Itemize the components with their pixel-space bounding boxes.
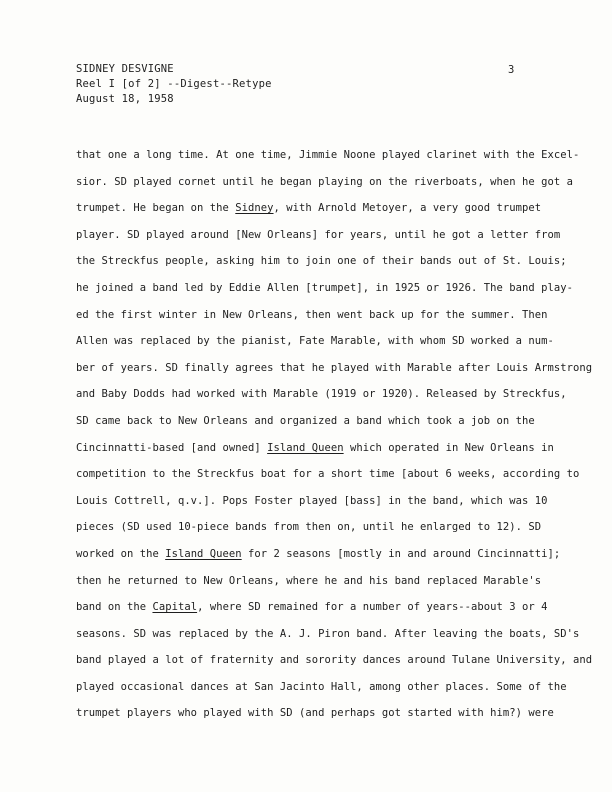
text-segment: trumpet. He began on the: [76, 202, 236, 215]
text-segment: , where SD remained for a number of years--about 3 or 4: [197, 601, 548, 614]
text-segment: ber of years. SD finally agrees that he played with Marable after Louis Armstrong: [76, 361, 593, 374]
text-line: [76, 465, 580, 492]
text-line: [76, 625, 580, 652]
text-segment: sior. SD played cornet until he began playing on the riverboats, when he got a: [76, 175, 573, 188]
text-segment: Louis Cottrell, q.v.]. Pops Foster played [bass] in the band, which was 10: [76, 494, 548, 507]
underlined-boat-name: Sidney: [235, 202, 274, 215]
underlined-boat-name: Island Queen: [267, 441, 344, 454]
text-segment: that one a long time. At one time, Jimmie Noone played clarinet with the Excel-: [76, 149, 580, 161]
text-line: [76, 199, 556, 226]
text-line: [76, 598, 556, 625]
text-segment: band on the: [76, 601, 153, 614]
text-line: [76, 492, 556, 519]
underlined-boat-name: Island Queen: [165, 547, 242, 560]
text-line: [76, 252, 567, 279]
text-segment: played occasional dances at San Jacinto Hall, among other places. Some of the: [76, 680, 567, 693]
text-segment: then he returned to New Orleans, where he and his band replaced Marable's: [76, 574, 542, 587]
text-segment: which operated in New Orleans in: [343, 441, 554, 454]
text-line: [76, 439, 556, 466]
header-name: SIDNEY DESVIGNE: [76, 63, 174, 75]
body-text: [76, 146, 593, 731]
text-line: [76, 518, 556, 545]
document-header: [76, 62, 272, 107]
text-segment: competition to the Streckfus boat for a short time [about 6 weeks, according to: [76, 468, 580, 481]
text-line: [76, 385, 567, 412]
text-segment: and Baby Dodds had worked with Marable (1919 or 1920). Released by Streckfus,: [76, 388, 567, 401]
text-line: [76, 678, 567, 705]
text-segment: SD came back to New Orleans and organized a band which took a job on the: [76, 414, 535, 427]
text-line: [76, 651, 593, 678]
text-line: [76, 332, 556, 359]
text-segment: seasons. SD was replaced by the A. J. Piron band. After leaving the boats, SD's: [76, 627, 580, 640]
text-line: [76, 279, 573, 306]
text-segment: pieces (SD used 10-piece bands from then on, until he enlarged to 12). SD: [76, 521, 542, 534]
text-segment: for 2 seasons [mostly in and around Cincinnatti];: [241, 547, 561, 560]
text-line: [76, 226, 561, 253]
page-number: 3: [508, 64, 515, 76]
text-segment: Allen was replaced by the pianist, Fate Marable, with whom SD worked a num-: [76, 335, 554, 348]
header-reel: Reel I [of 2] --Digest--Retype: [76, 78, 272, 90]
text-segment: worked on the: [76, 547, 166, 560]
text-line: [76, 704, 556, 731]
header-date: August 18, 1958: [76, 93, 174, 105]
text-segment: , with Arnold Metoyer, a very good trumpet: [273, 202, 542, 215]
text-segment: the Streckfus people, asking him to join one of their bands out of St. Louis;: [76, 255, 567, 268]
underlined-boat-name: Capital: [152, 601, 198, 614]
text-segment: player. SD played around [New Orleans] for years, until he got a letter from: [76, 228, 561, 241]
text-line: [76, 306, 556, 333]
text-segment: Cincinnatti-based [and owned]: [76, 441, 268, 454]
text-line: [76, 146, 580, 173]
text-line: [76, 545, 561, 572]
text-segment: he joined a band led by Eddie Allen [trumpet], in 1925 or 1926. The band play-: [76, 281, 573, 294]
text-line: [76, 173, 573, 200]
text-line: [76, 572, 556, 599]
text-segment: band played a lot of fraternity and sorority dances around Tulane University, and: [76, 654, 593, 667]
text-line: [76, 359, 593, 386]
text-line: [76, 412, 556, 439]
text-segment: trumpet players who played with SD (and perhaps got started with him?) were: [76, 707, 554, 720]
text-segment: ed the first winter in New Orleans, then went back up for the summer. Then: [76, 308, 548, 321]
